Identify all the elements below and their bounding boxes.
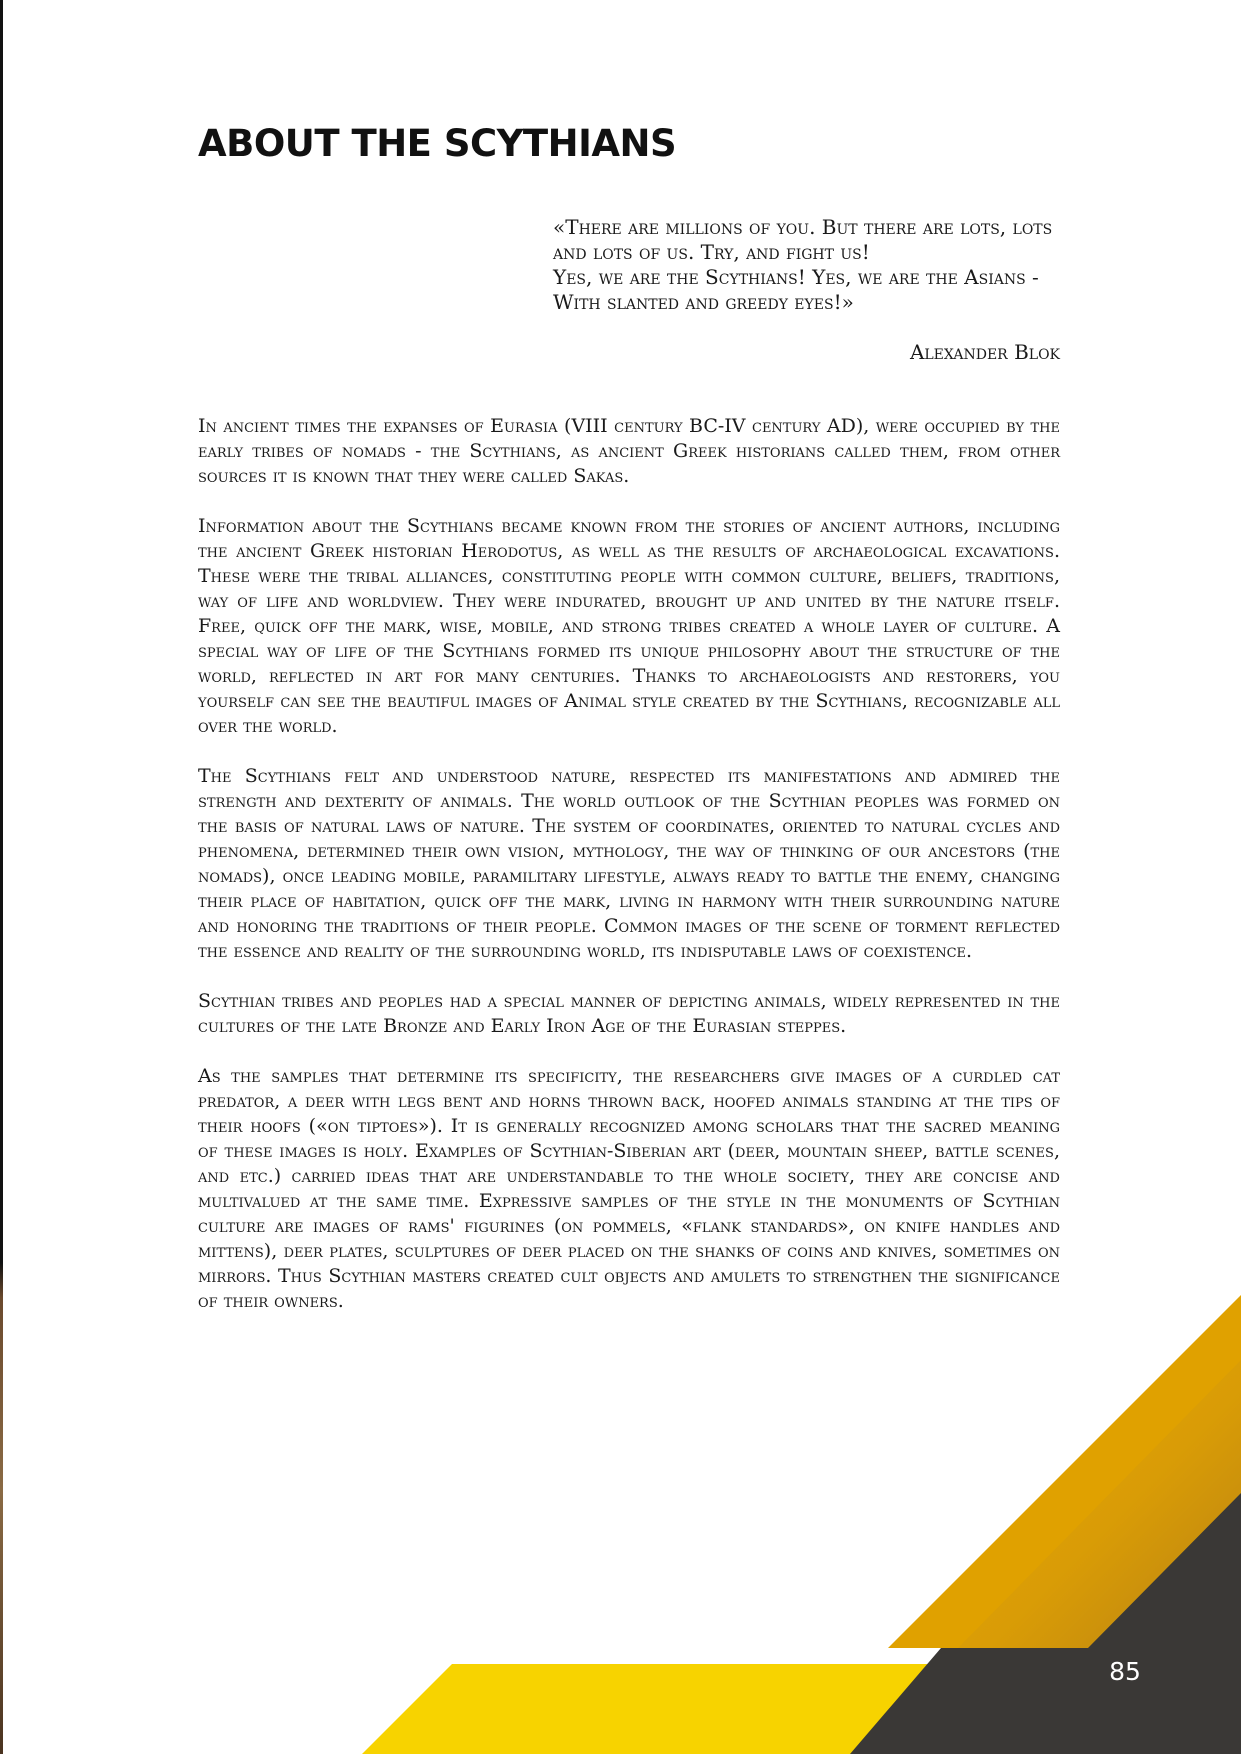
epigraph-quote — [553, 215, 1060, 315]
epigraph-author: Alexander Blok — [909, 340, 1060, 364]
epigraph-line: «There are millions of you. But there are lots, lots and lots of us. Try, and fight us! — [553, 215, 1053, 264]
epigraph-line: Yes, we are the Scythians! Yes, we are the Asians - With slanted and greedy eyes!» — [553, 265, 1039, 314]
page-number: 85 — [1109, 1657, 1141, 1686]
page-title: ABOUT THE SCYTHIANS — [198, 122, 677, 165]
paragraph: As the samples that determine its specificity, the researchers give images of a curdled cat predator, a deer with legs bent and horns thrown back, hoofed animals standing at the tips of their hoofs («on tiptoes»). It is generally recognized among scholars that the sacred meaning of these images is holy. Examples of Scythian-Siberian art (deer, mountain sheep, battle scenes, and etc.) carried ideas that are understandable to the whole society, they are concise and multivalued at the same time. Expressive samples of the style in the monuments of Scythian culture are images of rams' figurines (on pommels, «flank standards», on knife handles and mittens), deer plates, sculptures of deer placed on the shanks of coins and knives, sometimes on mirrors. Thus Scythian masters created cult objects and amulets to strengthen the significance of their owners. — [198, 1065, 1060, 1312]
paragraph: The Scythians felt and understood nature, respected its manifestations and admired the strength and dexterity of animals. The world outlook of the Scythian peoples was formed on the basis of natural laws of nature. The system of coordinates, oriented to natural cycles and phenomena, determined their own vision, mythology, the way of thinking of our ancestors (the nomads), once leading mobile, paramilitary lifestyle, always ready to battle the enemy, changing their place of habitation, quick off the mark, living in harmony with their surrounding nature and honoring the traditions of their people. Common images of the scene of torment reflected the essence and reality of the surrounding world, its indisputable laws of coexistence. — [198, 765, 1060, 962]
paragraph: Information about the Scythians became known from the stories of ancient authors, including the ancient Greek historian Herodotus, as well as the results of archaeological excavations. These were the tribal alliances, constituting people with common culture, beliefs, traditions, way of life and worldview. They were indurated, brought up and united by the nature itself. Free, quick off the mark, wise, mobile, and strong tribes created a whole layer of culture. A special way of life of the Scythians formed its unique philosophy about the structure of the world, reflected in art for many centuries. Thanks to archaeologists and restorers, you yourself can see the beautiful images of Animal style created by the Scythians, recognizable all over the world. — [198, 515, 1060, 737]
paragraph: Scythian tribes and peoples had a special manner of depicting animals, widely represented in the cultures of the late Bronze and Early Iron Age of the Eurasian steppes. — [198, 990, 1060, 1037]
article-body — [198, 414, 1060, 1339]
paragraph: In ancient times the expanses of Eurasia (VIII century BC-IV century AD), were occupied by the early tribes of nomads - the Scythians, as ancient Greek historians called them, from other sources it is known that they were called Sakas. — [198, 415, 1060, 487]
